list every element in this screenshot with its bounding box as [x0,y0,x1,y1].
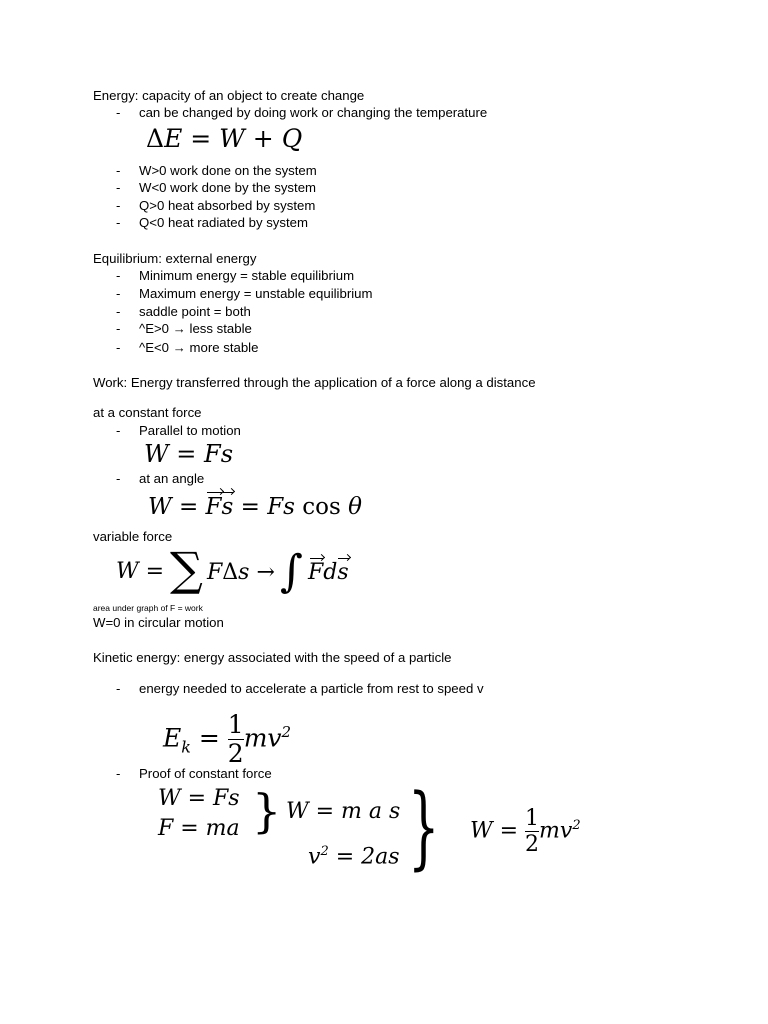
proof-result: W = $\frac{1}{2}$ $mv^2$ [470,805,581,857]
equation-work-parallel: W = Fs [144,440,234,468]
constant-force-label: at a constant force [93,405,202,420]
bullet-dash: - [116,215,121,230]
energy-bullet: Q>0 heat absorbed by system [139,198,316,213]
equilibrium-bullet: Minimum energy = stable equilibrium [139,268,355,283]
bullet-dash: - [116,286,121,301]
proof-eq-work: W = Fs [158,786,240,811]
bullet-dash: - [116,681,121,696]
bullet-dash: - [116,340,121,355]
bullet-dash: - [116,471,121,486]
proof-eq-force: F = ma [158,816,240,841]
right-brace-small: } [252,784,282,838]
bullet-dash: - [116,766,121,781]
sum-symbol: ∑ [170,542,203,596]
energy-bullet: Q<0 heat radiated by system [139,215,308,230]
proof-label: Proof of constant force [139,766,272,781]
energy-bullet: W<0 work done by the system [139,180,317,195]
equation-work-variable: W = [116,559,165,584]
equilibrium-heading: Equilibrium: external energy [93,251,257,266]
energy-heading: Energy: capacity of an object to create change [93,88,365,103]
bullet-dash: - [116,198,121,213]
variable-force-label: variable force [93,529,173,544]
right-brace-large: } [408,775,440,880]
bullet-dash: - [116,423,121,438]
equation-kinetic-energy: $E_k$ = $\frac{1}{2}$ $mv^2$ [163,710,292,769]
equation-work-angle: W = Fs = Fs cos θ [148,494,363,520]
work-heading: Work: Energy transferred through the application of a force along a distance [93,375,536,390]
equilibrium-bullet: ^E<0 → more stable [139,340,259,355]
bullet-dash: - [116,105,121,120]
circular-motion-note: W=0 in circular motion [93,615,224,630]
equilibrium-bullet: Maximum energy = unstable equilibrium [139,286,373,301]
bullet-dash: - [116,268,121,283]
bullet-dash: - [116,180,121,195]
bullet-dash: - [116,304,121,319]
equilibrium-bullet: saddle point = both [139,304,251,319]
equation-work-sum-term: FΔs → [207,560,275,585]
kinetic-note: energy needed to accelerate a particle from rest to speed v [139,681,484,696]
proof-eq-velocity: $v^2 = 2as$ [308,844,400,870]
energy-bullet: W>0 work done on the system [139,163,317,178]
equation-work-integral-term: Fds [308,560,349,585]
kinetic-heading: Kinetic energy: energy associated with the speed of a particle [93,650,452,665]
equilibrium-bullet: ^E>0 → less stable [139,321,252,336]
bullet-dash: - [116,163,121,178]
equation-energy-change: ΔE = W + Q [146,124,303,153]
bullet-dash: - [116,321,121,336]
energy-note: can be changed by doing work or changing the temperature [139,105,488,120]
area-note: area under graph of F = work [93,603,203,613]
integral-symbol: ∫ [280,546,303,597]
proof-eq-mas: W = m a s [286,799,401,824]
angle-label: at an angle [139,471,205,486]
parallel-label: Parallel to motion [139,423,241,438]
